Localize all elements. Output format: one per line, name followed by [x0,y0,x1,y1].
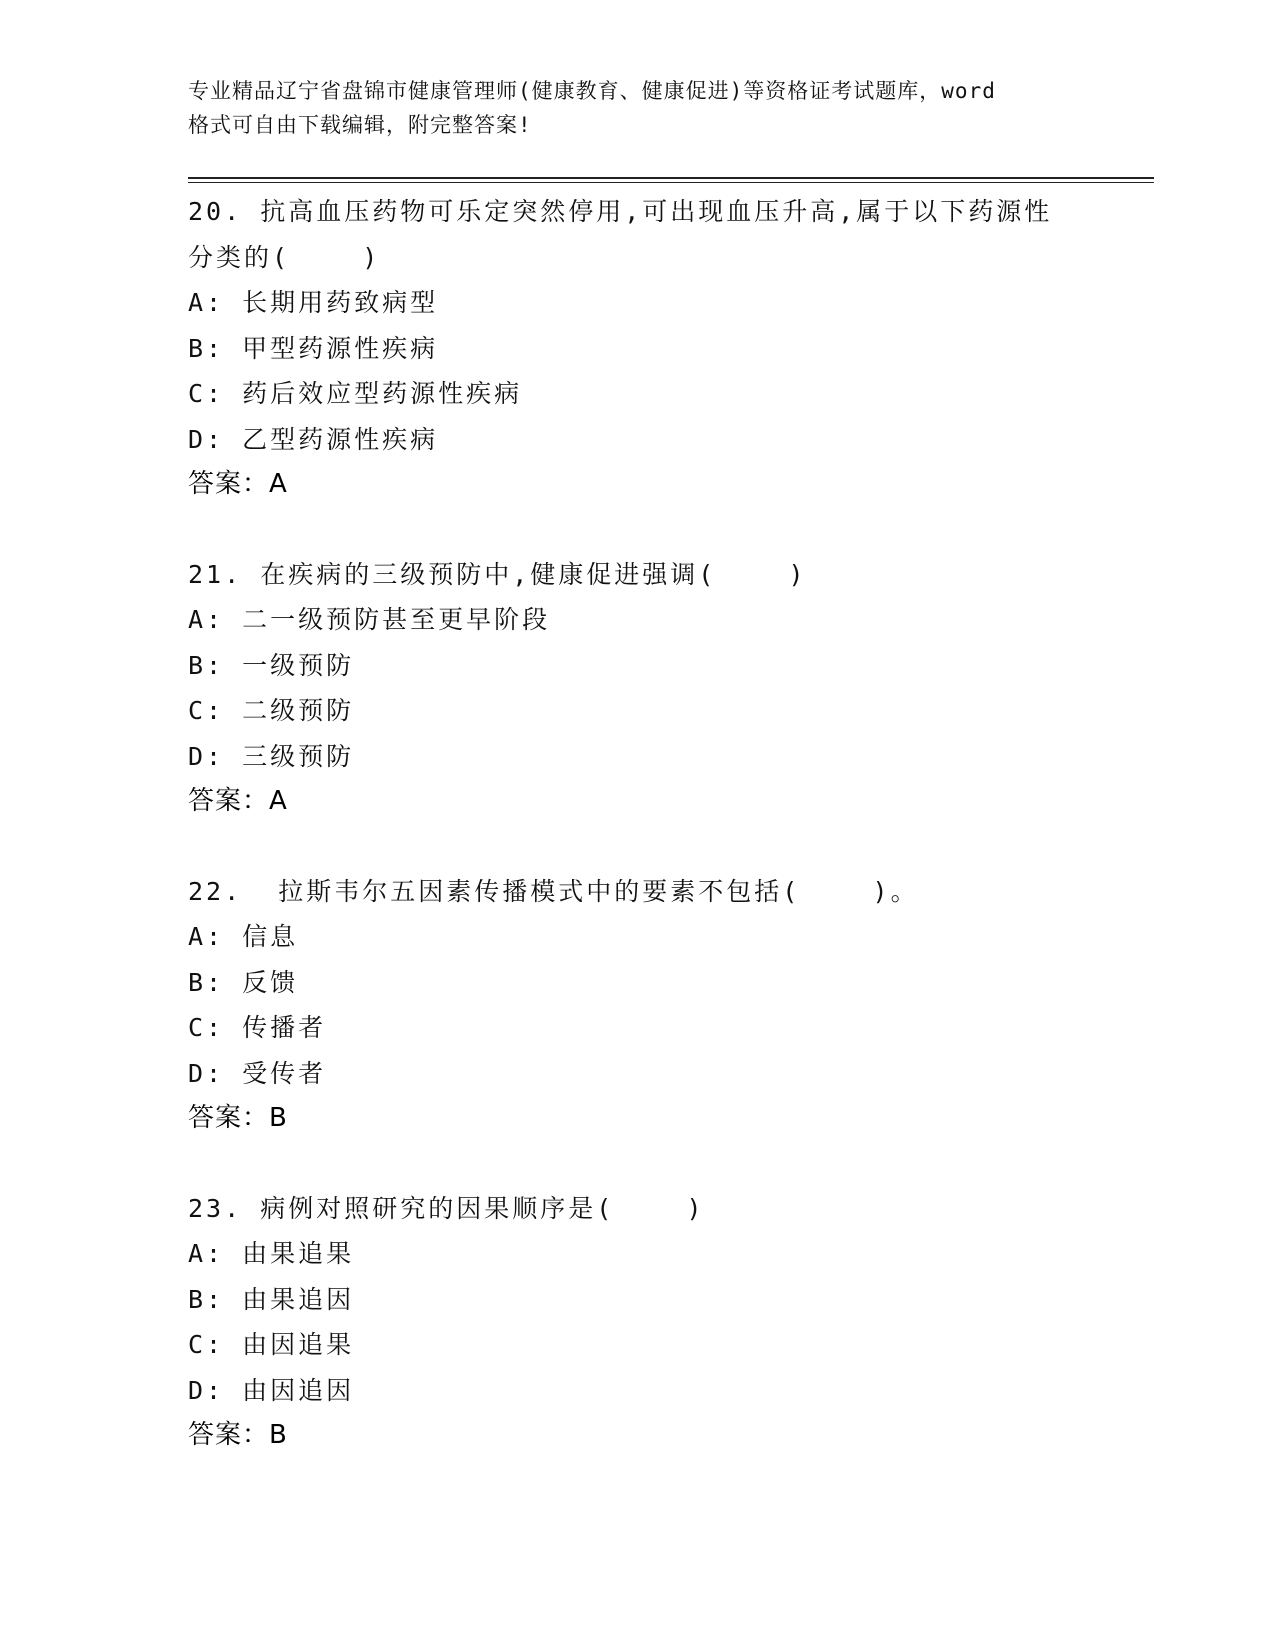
answer: 答案：A [188,786,288,816]
question-21 [188,552,1128,825]
option-d: D: 三级预防 [188,741,355,771]
option-d: D: 由因追因 [188,1375,355,1405]
question-text: 23. 病例对照研究的因果顺序是( ) [188,1193,705,1223]
option-d: D: 乙型药源性疾病 [188,424,439,454]
question-text: 20. 抗高血压药物可乐定突然停用,可出现血压升高,属于以下药源性 [188,197,1053,226]
option-a: A: 长期用药致病型 [188,288,439,317]
question-23 [188,1186,1128,1459]
option-b: B: 甲型药源性疾病 [188,333,439,363]
question-text: 22. 拉斯韦尔五因素传播模式中的要素不包括( )。 [188,876,919,906]
option-c: C: 药后效应型药源性疾病 [188,379,523,408]
answer: 答案：A [188,469,288,499]
header-divider-thick [188,177,1154,179]
question-text: 21. 在疾病的三级预防中,健康促进强调( ) [188,559,807,589]
header-line-1: 专业精品辽宁省盘锦市健康管理师(健康教育、健康促进)等资格证考试题库，word [188,79,996,103]
question-22 [188,869,1128,1142]
option-c: C: 传播者 [188,1013,327,1042]
document-header [188,74,1088,142]
answer: 答案：B [188,1103,288,1133]
option-a: A: 二一级预防甚至更早阶段 [188,605,551,634]
option-b: B: 由果追因 [188,1284,355,1314]
answer: 答案：B [188,1420,288,1450]
option-c: C: 二级预防 [188,696,355,725]
question-list [188,189,1128,1503]
question-text-continued: 分类的( ) [188,242,381,272]
option-a: A: 由果追果 [188,1239,355,1268]
option-c: C: 由因追果 [188,1330,355,1359]
option-b: B: 一级预防 [188,650,355,680]
option-a: A: 信息 [188,922,299,951]
header-divider-thin [188,182,1154,183]
header-line-2: 格式可自由下载编辑，附完整答案! [188,113,532,137]
option-d: D: 受传者 [188,1058,327,1088]
question-20 [188,189,1128,508]
option-b: B: 反馈 [188,967,299,997]
